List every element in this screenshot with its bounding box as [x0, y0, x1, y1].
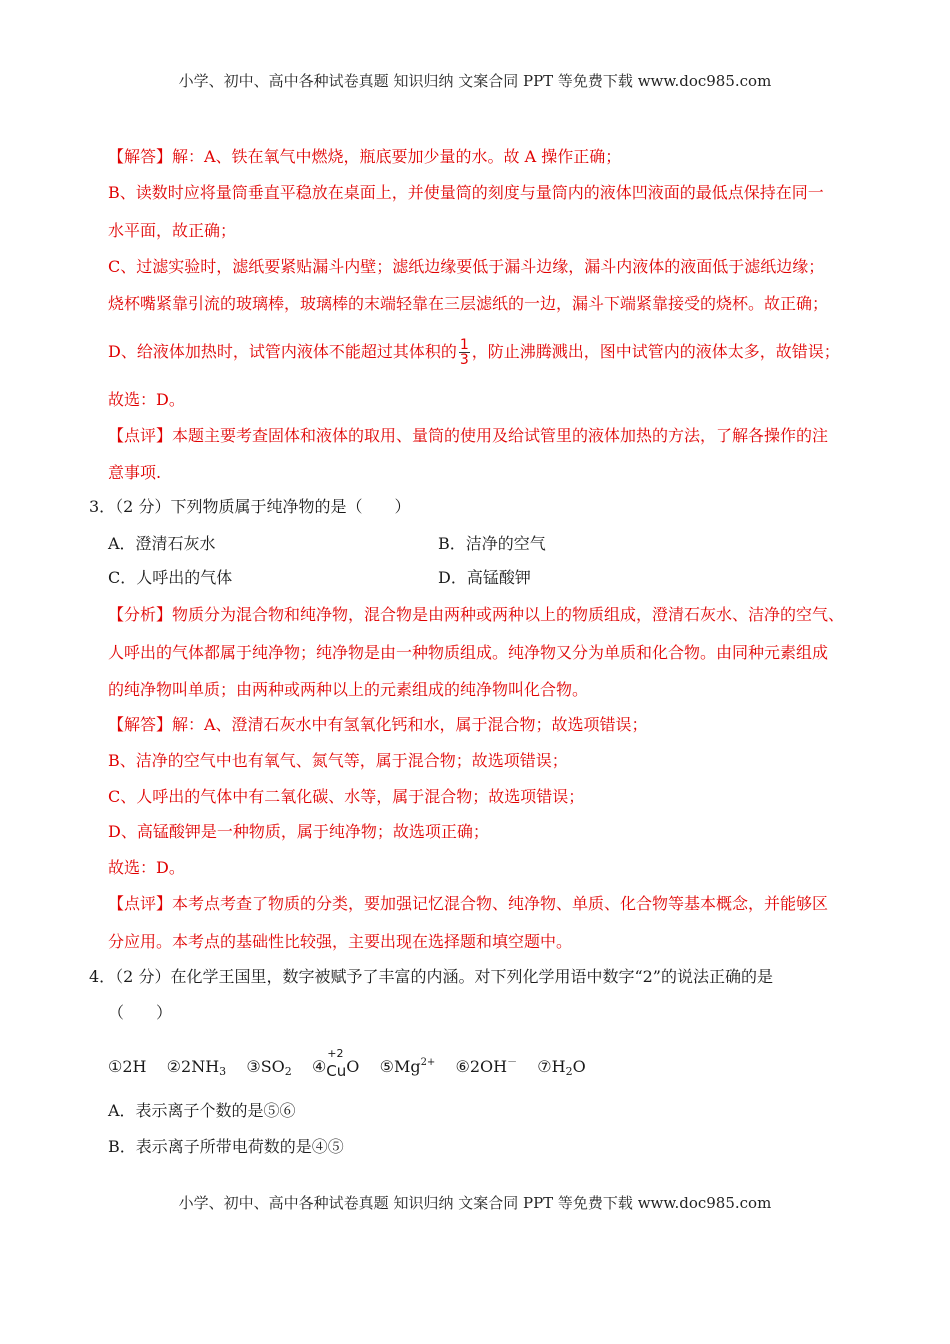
q2-answer-line-5: 烧杯嘴紧靠引流的玻璃棒，玻璃棒的末端轻靠在三层滤纸的一边，漏斗下端紧靠接受的烧杯。故正确； [108, 294, 829, 313]
q4-stem-line-2: （ ） [108, 1003, 173, 1022]
q4-formula-list [108, 1047, 586, 1082]
valence-value: +2 [327, 1047, 344, 1060]
q4-stem-line-1: 4．（2 分）在化学王国里，数字被赋予了丰富的内涵。对下列化学用语中数字“2”的说法正确的是 [89, 967, 773, 986]
q3-answer-line-2: B、洁净的空气中也有氧气、氮气等，属于混合物；故选项错误； [108, 751, 568, 770]
page-header: 小学、初中、高中各种试卷真题 知识归纳 文案合同 PPT 等免费下载 www.doc985.com [178, 72, 772, 90]
q3-analysis-line-3: 的纯净物叫单质；由两种或两种以上的元素组成的纯净物叫化合物。 [108, 680, 589, 699]
q2-answer-line-6 [108, 338, 840, 367]
q3-option-d: D．高锰酸钾 [438, 568, 531, 587]
q2-comment-line-1: 【点评】本题主要考查固体和液体的取用、量筒的使用及给试管里的液体加热的方法，了解各操作的注 [108, 426, 829, 445]
q3-answer-line-4: D、高锰酸钾是一种物质，属于纯净物；故选项正确； [108, 822, 489, 841]
formula-5-main: ⑤Mg [379, 1057, 421, 1076]
formula-6-main: ⑥2OH [455, 1057, 508, 1076]
formula-7 [537, 1057, 585, 1076]
valence-element: Cu [326, 1062, 347, 1080]
fraction-denominator: 3 [459, 352, 469, 368]
page-footer: 小学、初中、高中各种试卷真题 知识归纳 文案合同 PPT 等免费下载 www.doc985.com [178, 1194, 772, 1212]
formula-5 [380, 1057, 436, 1076]
q2-answer-line-2: B、读数时应将量筒垂直平稳放在桌面上，并使量筒的刻度与量筒内的液体凹液面的最低点保持在同一 [108, 183, 824, 202]
formula-2-main: ②2NH [166, 1057, 220, 1076]
q4-option-b: B．表示离子所带电荷数的是④⑤ [108, 1137, 344, 1156]
q2-comment-line-2: 意事项. [108, 463, 162, 482]
q3-comment-line-2: 分应用。本考点的基础性比较强，主要出现在选择题和填空题中。 [108, 932, 573, 951]
formula-3-main: ③SO [246, 1057, 285, 1076]
formula-2 [167, 1057, 226, 1076]
q4-option-a: A．表示离子个数的是⑤⑥ [108, 1101, 296, 1120]
q3-option-a: A．澄清石灰水 [108, 534, 216, 553]
q2-answer-conclusion: 故选：D。 [108, 390, 185, 409]
q2-answer-line-6-text-b: ，防止沸腾溅出，图中试管内的液体太多，故错误； [471, 342, 840, 361]
q3-answer-conclusion: 故选：D。 [108, 858, 185, 877]
formula-4 [311, 1047, 360, 1080]
q3-answer-line-3: C、人呼出的气体中有二氧化碳、水等，属于混合物；故选项错误； [108, 787, 585, 806]
formula-4-tail: O [346, 1057, 360, 1076]
valence-notation [326, 1047, 347, 1080]
formula-6 [456, 1057, 518, 1076]
q3-comment-line-1: 【点评】本考点考查了物质的分类，要加强记忆混合物、纯净物、单质、化合物等基本概念，并能够区 [108, 894, 829, 913]
q3-stem: 3．（2 分）下列物质属于纯净物的是（ ） [89, 497, 411, 516]
formula-7-main: ⑦H [537, 1057, 566, 1076]
formula-7-tail: O [572, 1057, 586, 1076]
q3-option-b: B．洁净的空气 [438, 534, 546, 553]
q2-answer-line-1: 【解答】解：A、铁在氧气中燃烧，瓶底要加少量的水。故 A 操作正确； [108, 147, 622, 166]
q3-option-c: C．人呼出的气体 [108, 568, 233, 587]
formula-3 [246, 1057, 291, 1076]
formula-1: ①2H [108, 1057, 147, 1076]
fraction-one-third [459, 338, 470, 367]
formula-7-subscript: 2 [565, 1065, 573, 1078]
q2-answer-line-6-text-a: D、给液体加热时，试管内液体不能超过其体积的 [108, 342, 457, 361]
formula-4-number: ④ [311, 1057, 327, 1076]
q3-answer-line-1: 【解答】解：A、澄清石灰水中有氢氧化钙和水，属于混合物；故选项错误； [108, 715, 648, 734]
formula-6-superscript: － [507, 1057, 518, 1068]
q2-answer-line-3: 水平面，故正确； [108, 221, 237, 240]
formula-5-superscript: 2+ [420, 1057, 436, 1068]
q3-analysis-line-2: 人呼出的气体都属于纯净物；纯净物是由一种物质组成。纯净物又分为单质和化合物。由同种元素组成 [108, 643, 829, 662]
q3-analysis-line-1: 【分析】物质分为混合物和纯净物，混合物是由两种或两种以上的物质组成，澄清石灰水、洁净的空气、 [108, 605, 845, 624]
q2-answer-line-4: C、过滤实验时，滤纸要紧贴漏斗内壁；滤纸边缘要低于漏斗边缘，漏斗内液体的液面低于滤纸边缘； [108, 257, 825, 276]
formula-2-subscript: 3 [219, 1065, 227, 1078]
formula-3-subscript: 2 [284, 1065, 292, 1078]
fraction-numerator: 1 [459, 337, 469, 353]
